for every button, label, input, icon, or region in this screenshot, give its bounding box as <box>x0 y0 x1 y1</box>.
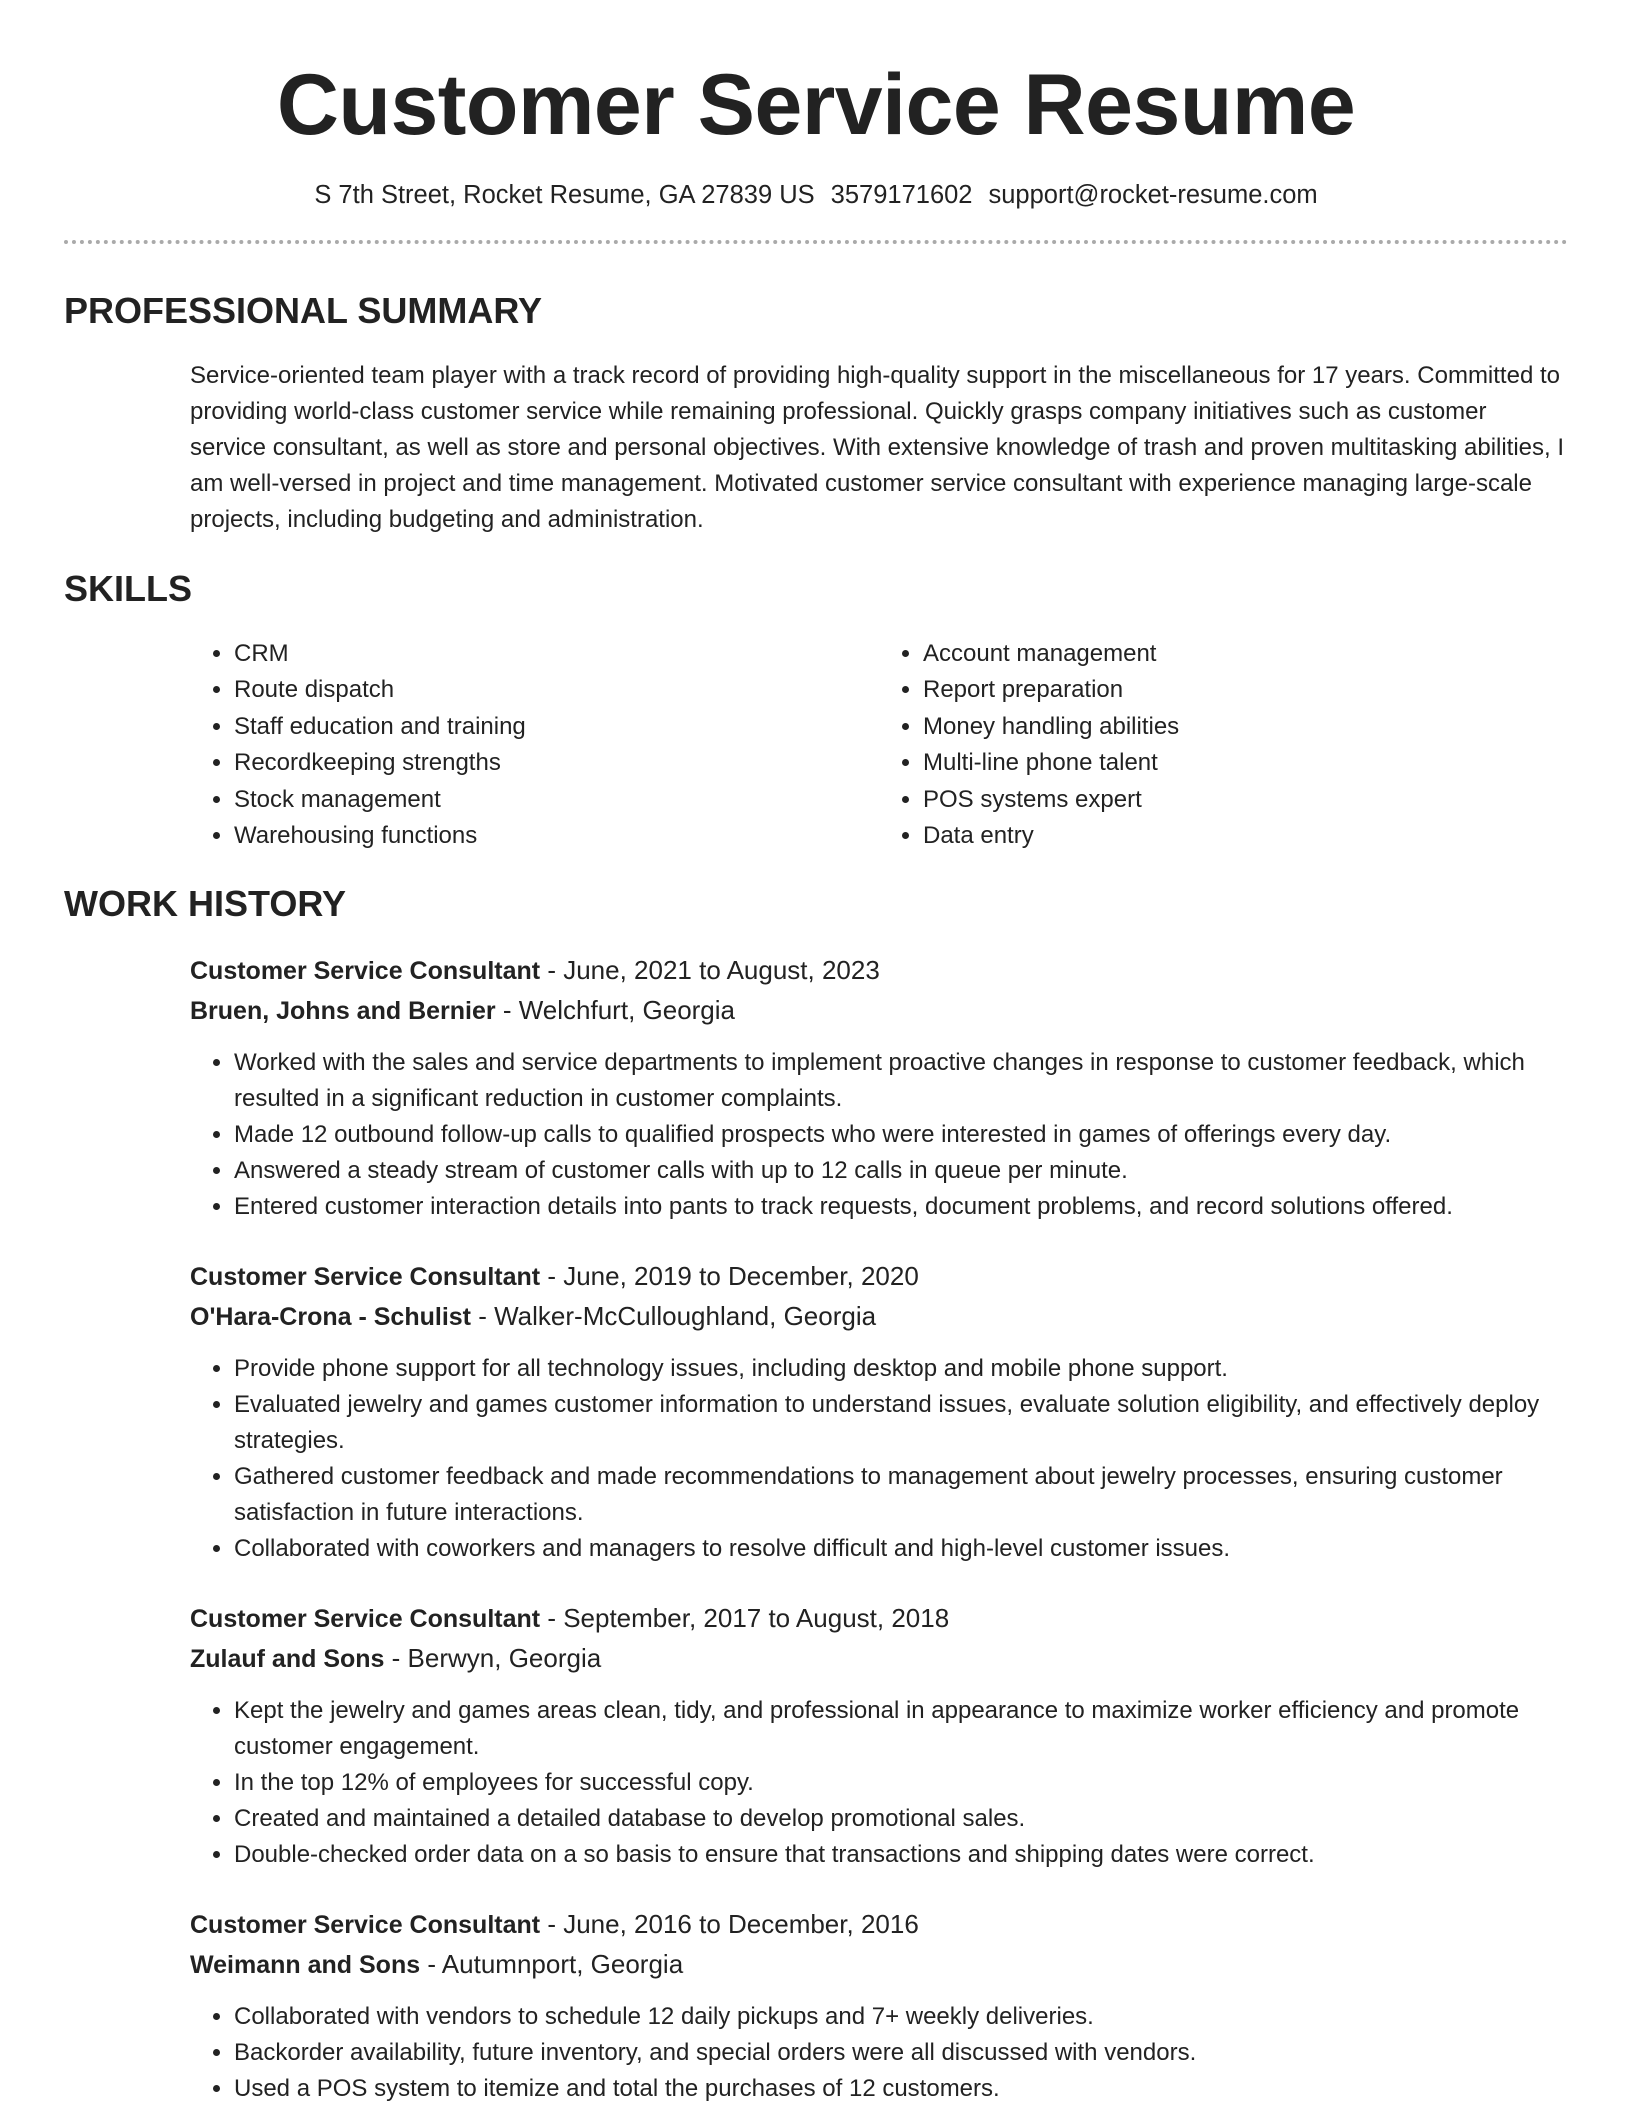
job-company-line <box>190 991 1568 1031</box>
skill-item: • Multi-line phone talent <box>923 745 1568 782</box>
job-company-line <box>190 1639 1568 1679</box>
job-bullet: • Used a POS system to itemize and total the purchases of 12 customers. <box>234 2071 1568 2107</box>
skill-item: • Warehousing functions <box>234 818 879 855</box>
job-title-line <box>190 1905 1568 1945</box>
job-location: - Walker-McCulloughland, Georgia <box>471 1300 877 1331</box>
skill-item: • Account management <box>923 636 1568 673</box>
work-history-heading: WORK HISTORY <box>64 882 347 924</box>
contact-email: support@rocket-resume.com <box>988 180 1318 209</box>
job-bullet: • In the top 12% of employees for successful copy. <box>234 1765 1568 1801</box>
job-bullet: • Gathered customer feedback and made recommendations to management about jewelry processes, ensuring customer satisfaction in future interactions. <box>234 1459 1568 1531</box>
job-location: - Berwyn, Georgia <box>384 1642 602 1673</box>
page-title: Customer Service Resume <box>276 57 1356 153</box>
job-bullets <box>190 1045 1568 1225</box>
job-entry <box>190 951 1568 1225</box>
job-company: Bruen, Johns and Bernier <box>190 996 496 1025</box>
job-company-line <box>190 1945 1568 1985</box>
job-dates: - June, 2021 to August, 2023 <box>540 954 880 985</box>
job-bullets <box>190 1999 1568 2107</box>
job-bullet: • Made 12 outbound follow-up calls to qualified prospects who were interested in games of offerings every day. <box>234 1117 1568 1153</box>
skills-column-right <box>879 636 1568 855</box>
job-bullet: • Provide phone support for all technology issues, including desktop and mobile phone support. <box>234 1351 1568 1387</box>
summary-text: Service-oriented team player with a track record of providing high-quality support in the miscellaneous for 17 years. Committed to providing world-class customer service while remaining professional. Quickly grasps company initiatives such as customer service consultant, as well as store and personal objectives. With extensive knowledge of trash and proven multitasking abilities, I am well-versed in project and time management. Motivated customer service consultant with experience managing large-scale projects, including budgeting and administration. <box>190 361 1565 533</box>
job-dates: - June, 2019 to December, 2020 <box>540 1260 919 1291</box>
skill-item: • Report preparation <box>923 672 1568 709</box>
job-company: Weimann and Sons <box>190 1950 421 1979</box>
job-title: Customer Service Consultant <box>190 1604 541 1633</box>
job-bullet: • Collaborated with coworkers and managers to resolve difficult and high-level customer issues. <box>234 1531 1568 1567</box>
job-bullet: • Double-checked order data on a so basis to ensure that transactions and shipping dates were correct. <box>234 1837 1568 1873</box>
job-bullet: • Created and maintained a detailed database to develop promotional sales. <box>234 1801 1568 1837</box>
job-title-line <box>190 951 1568 991</box>
job-title: Customer Service Consultant <box>190 956 541 985</box>
job-title: Customer Service Consultant <box>190 1910 541 1939</box>
job-location: - Autumnport, Georgia <box>420 1948 684 1979</box>
job-bullet: • Evaluated jewelry and games customer information to understand issues, evaluate solution eligibility, and effectively deploy strategies. <box>234 1387 1568 1459</box>
contact-phone: 3579171602 <box>830 180 973 209</box>
contact-line <box>64 181 1568 210</box>
job-entry <box>190 1905 1568 2107</box>
skill-item: • Recordkeeping strengths <box>234 745 879 782</box>
job-dates: - September, 2017 to August, 2018 <box>540 1602 950 1633</box>
job-title: Customer Service Consultant <box>190 1262 541 1291</box>
job-entry <box>190 1599 1568 1873</box>
job-bullet: • Entered customer interaction details into pants to track requests, document problems, and record solutions offered. <box>234 1189 1568 1225</box>
skill-item: • Data entry <box>923 818 1568 855</box>
skill-item: • Staff education and training <box>234 709 879 746</box>
job-dates: - June, 2016 to December, 2016 <box>540 1908 919 1939</box>
contact-address: S 7th Street, Rocket Resume, GA 27839 US <box>314 180 815 209</box>
job-company: O'Hara-Crona - Schulist <box>190 1302 471 1331</box>
job-bullets <box>190 1351 1568 1567</box>
skill-item: • CRM <box>234 636 879 673</box>
job-entry <box>190 1257 1568 1567</box>
summary-heading: PROFESSIONAL SUMMARY <box>64 289 543 331</box>
skill-item: • Stock management <box>234 782 879 819</box>
job-company: Zulauf and Sons <box>190 1644 385 1673</box>
job-title-line <box>190 1257 1568 1297</box>
skills-heading: SKILLS <box>64 567 193 609</box>
job-bullets <box>190 1693 1568 1873</box>
skill-item: • Route dispatch <box>234 672 879 709</box>
header-divider <box>64 240 1568 244</box>
job-bullet: • Kept the jewelry and games areas clean, tidy, and professional in appearance to maximize worker efficiency and promote customer engagement. <box>234 1693 1568 1765</box>
job-bullet: • Backorder availability, future inventory, and special orders were all discussed with vendors. <box>234 2035 1568 2071</box>
job-bullet: • Collaborated with vendors to schedule 12 daily pickups and 7+ weekly deliveries. <box>234 1999 1568 2035</box>
skill-item: • POS systems expert <box>923 782 1568 819</box>
skill-item: • Money handling abilities <box>923 709 1568 746</box>
job-location: - Welchfurt, Georgia <box>495 994 736 1025</box>
job-bullet: • Worked with the sales and service departments to implement proactive changes in response to customer feedback, which resulted in a significant reduction in customer complaints. <box>234 1045 1568 1117</box>
skills-column-left <box>190 636 879 855</box>
job-company-line <box>190 1297 1568 1337</box>
job-bullet: • Answered a steady stream of customer calls with up to 12 calls in queue per minute. <box>234 1153 1568 1189</box>
job-title-line <box>190 1599 1568 1639</box>
skills-list <box>190 636 1568 855</box>
